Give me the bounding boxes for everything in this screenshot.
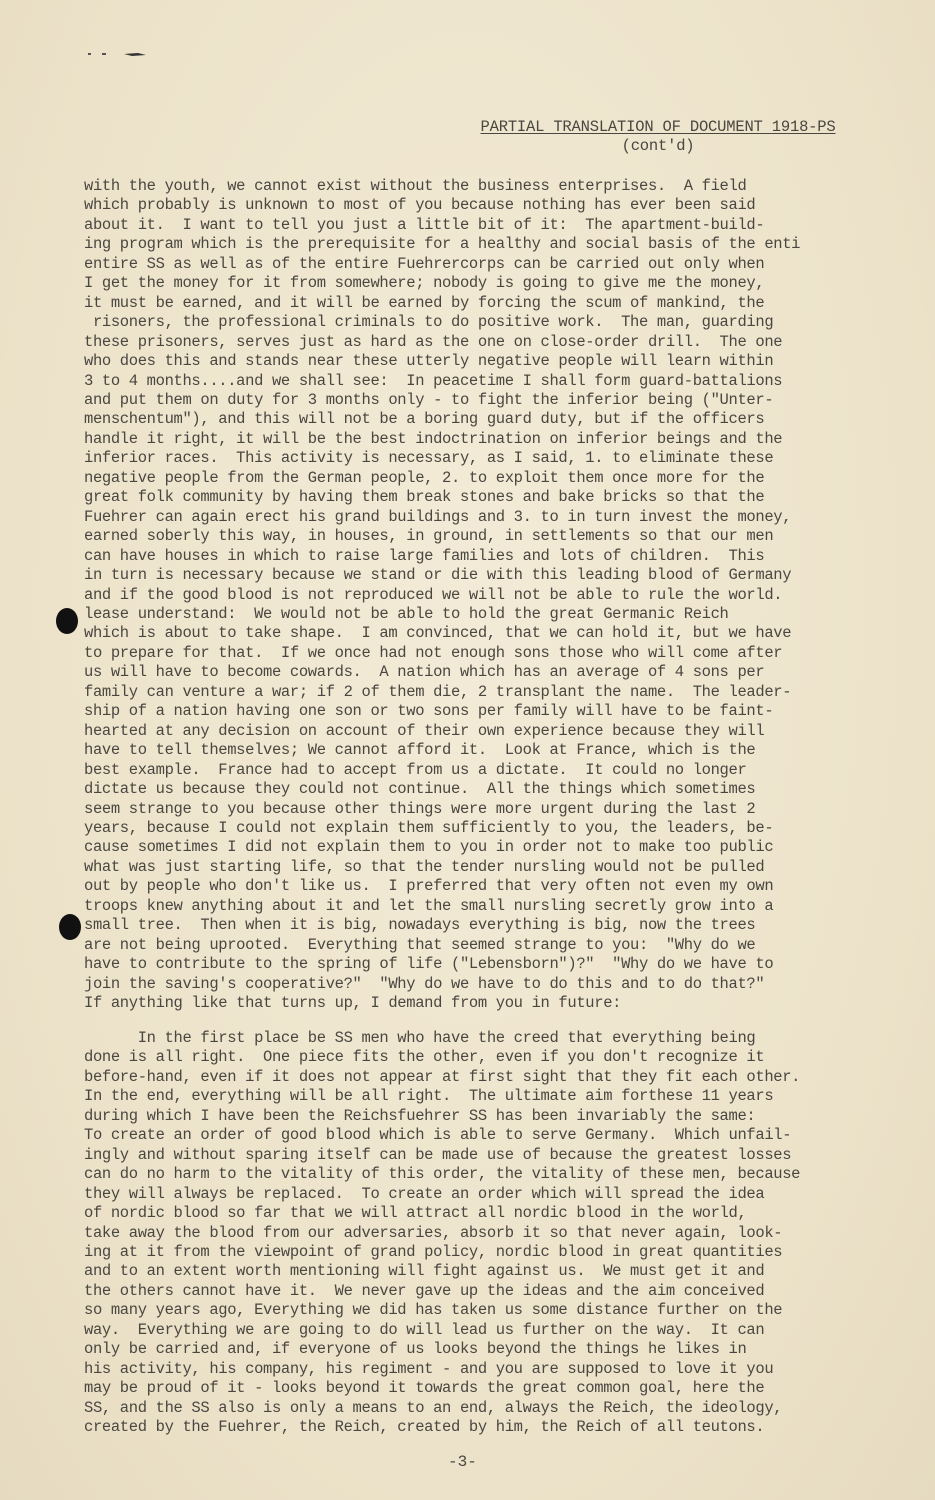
text-line: troops knew anything about it and let the small nursling secretly grow into a [84, 896, 774, 915]
text-line: dictate us because they could not continue. All the things which sometimes [84, 780, 756, 799]
text-line: only be carried and, if everyone of us looks beyond the things he likes in [84, 1340, 747, 1359]
text-line: In the end, everything will be all right. The ultimate aim forthese 11 years [84, 1087, 774, 1106]
text-line: cause sometimes I did not explain them to you in order not to make too public [84, 838, 774, 857]
text-line: to prepare for that. If we once had not enough sons those who will come after [84, 643, 783, 662]
text-line: ing program which is the prerequisite for a healthy and social basis of the enti [84, 235, 801, 254]
text-line: seem strange to you because other things were more urgent during the last 2 [84, 799, 756, 818]
text-line: join the saving's cooperative?" "Why do we have to do this and to do that?" [84, 974, 765, 993]
text-line: may be proud of it - looks beyond it towards the great common goal, here the [84, 1379, 765, 1398]
text-line: risoners, the professional criminals to do positive work. The man, guarding [84, 313, 774, 332]
text-line: out by people who don't like us. I preferred that very often not even my own [84, 877, 774, 896]
text-line: family can venture a war; if 2 of them die, 2 transplant the name. The leader- [84, 682, 792, 701]
text-line: If anything like that turns up, I demand from you in future: [84, 994, 622, 1013]
text-line: Fuehrer can again erect his grand buildings and 3. to in turn invest the money, [84, 507, 792, 526]
text-line: during which I have been the Reichsfuehrer SS has been invariably the same: [84, 1106, 756, 1125]
text-line: before-hand, even if it does not appear at first sight that they fit each other. [84, 1067, 801, 1086]
text-line: inferior races. This activity is necessary, as I said, 1. to eliminate these [84, 449, 774, 468]
text-line: handle it right, it will be the best indoctrination on inferior beings and the [84, 429, 783, 448]
text-line: and if the good blood is not reproduced we will not be able to rule the world. [84, 585, 783, 604]
text-line: great folk community by having them break stones and bake bricks so that the [84, 488, 765, 507]
text-line: ship of a nation having one son or two sons per family will have to be faint- [84, 702, 774, 721]
corner-mark-icon [88, 50, 146, 58]
text-line: ingly and without sparing itself can be made use of because the greatest losses [84, 1145, 792, 1164]
text-line: the others cannot have it. We never gave up the ideas and the aim conceived [84, 1281, 765, 1300]
text-line: In the first place be SS men who have the creed that everything being [84, 1029, 756, 1047]
text-line: so many years ago, Everything we did has taken us some distance further on the [84, 1301, 783, 1320]
text-line: earned soberly this way, in houses, in ground, in settlements so that our men [84, 527, 774, 546]
text-line: hearted at any decision on account of their own experience because they will [84, 721, 765, 740]
text-line: with the youth, we cannot exist without the business enterprises. A field [84, 177, 747, 195]
paragraph-2 [84, 1029, 874, 1438]
text-line: To create an order of good blood which is able to serve Germany. Which unfail- [84, 1126, 792, 1145]
page-number: -3- [448, 1453, 477, 1471]
text-line: his activity, his company, his regiment - and you are supposed to love it you [84, 1359, 774, 1378]
text-line: it must be earned, and it will be earned by forcing the scum of mankind, the [84, 293, 765, 312]
text-line: which is about to take shape. I am convinced, that we can hold it, but we have [84, 624, 792, 643]
text-line: years, because I could not explain them sufficiently to you, the leaders, be- [84, 818, 774, 837]
text-line: us will have to become cowards. A nation which has an average of 4 sons per [84, 663, 765, 682]
text-line: created by the Fuehrer, the Reich, created by him, the Reich of all teutons. [84, 1418, 765, 1437]
text-line: about it. I want to tell you just a little bit of it: The apartment-build- [84, 215, 765, 234]
text-line: and put them on duty for 3 months only - to fight the inferior being ("Unter- [84, 390, 774, 409]
text-line: what was just starting life, so that the tender nursling would not be pulled [84, 857, 765, 876]
text-line: can have houses in which to raise large families and lots of children. This [84, 546, 765, 565]
text-line: done is all right. One piece fits the other, even if you don't recognize it [84, 1048, 765, 1067]
text-line: can do no harm to the vitality of this order, the vitality of these men, because [84, 1165, 801, 1184]
text-line: have to tell themselves; We cannot afford it. Look at France, which is the [84, 741, 756, 760]
text-line: SS, and the SS also is only a means to an end, always the Reich, the ideology, [84, 1398, 783, 1417]
punch-hole-icon [59, 914, 81, 940]
text-line: entire SS as well as of the entire Fuehrercorps can be carried out only when [84, 254, 765, 273]
text-line: negative people from the German people, 2. to exploit them once more for the [84, 468, 765, 487]
text-line: 3 to 4 months....and we shall see: In peacetime I shall form guard-battalions [84, 371, 783, 390]
document-title: PARTIAL TRANSLATION OF DOCUMENT 1918-PS [480, 118, 836, 136]
text-line: have to contribute to the spring of life ("Lebensborn")?" "Why do we have to [84, 955, 774, 974]
document-subtitle: (cont'd) [621, 137, 695, 155]
text-line: in turn is necessary because we stand or die with this leading blood of Germany [84, 566, 792, 585]
paragraph-1 [84, 177, 874, 1013]
text-line: these prisoners, serves just as hard as the one on close-order drill. The one [84, 332, 783, 351]
text-line: take away the blood from our adversaries, absorb it so that never again, look- [84, 1223, 783, 1242]
text-line: ing at it from the viewpoint of grand policy, nordic blood in great quantities [84, 1242, 783, 1261]
text-line: best example. France had to accept from us a dictate. It could no longer [84, 760, 747, 779]
text-line: small tree. Then when it is big, nowadays everything is big, now the trees [84, 916, 756, 935]
text-line: which probably is unknown to most of you because nothing has ever been said [84, 196, 756, 215]
text-line: and to an extent worth mentioning will fight against us. We must get it and [84, 1262, 765, 1281]
text-line: I get the money for it from somewhere; nobody is going to give me the money, [84, 274, 765, 293]
text-line: they will always be replaced. To create an order which will spread the idea [84, 1184, 765, 1203]
text-line: of nordic blood so far that we will attract all nordic blood in the world, [84, 1204, 747, 1223]
punch-hole-icon [56, 608, 78, 634]
text-line: are not being uprooted. Everything that seemed strange to you: "Why do we [84, 935, 756, 954]
document-heading [478, 118, 838, 156]
text-line: menschentum"), and this will not be a boring guard duty, but if the officers [84, 410, 765, 429]
text-line: way. Everything we are going to do will lead us further on the way. It can [84, 1320, 765, 1339]
text-line: who does this and stands near these utterly negative people will learn within [84, 352, 774, 371]
text-line: lease understand: We would not be able to hold the great Germanic Reich [84, 604, 729, 623]
